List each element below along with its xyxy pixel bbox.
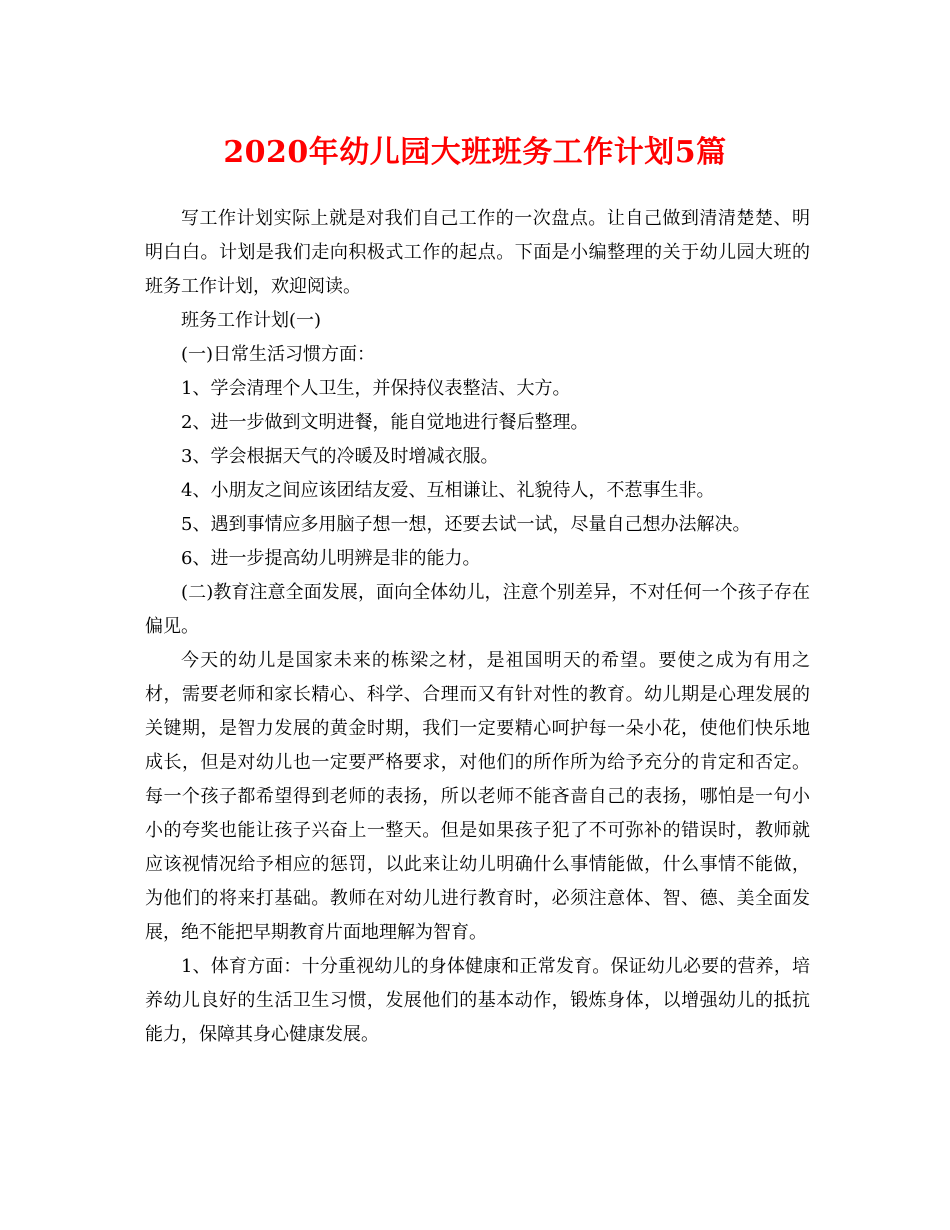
- list-item: 3、学会根据天气的冷暖及时增减衣服。: [181, 446, 499, 467]
- section-heading-plan-one: 班务工作计划(一): [181, 310, 322, 331]
- list-item: 6、进一步提高幼儿明辨是非的能力。: [181, 548, 481, 569]
- body-paragraph: 今天的幼儿是国家未来的栋梁之材，是祖国明天的希望。要使之成为有用之材，需要老师和家长精心、科学、合理而又有针对性的教育。幼儿期是心理发展的关键期，是智力发展的黄金时期，我们一定要精心呵护每一朵小花，使他们快乐地成长，但是对幼儿也一定要严格要求，对他们的所作所为给予充分的肯定和否定。每一个孩子都希望得到老师的表扬，所以老师不能吝啬自己的表扬，哪怕是一句小小的夸奖也能让孩子兴奋上一整天。但是如果孩子犯了不可弥补的错误时，教师就应该视情况给予相应的惩罚，以此来让幼儿明确什么事情能做，什么事情不能做，为他们的将来打基础。教师在对幼儿进行教育时，必须注意体、智、德、美全面发展，绝不能把早期教育片面地理解为智育。: [145, 650, 810, 943]
- intro-paragraph: 写工作计划实际上就是对我们自己工作的一次盘点。让自己做到清清楚楚、明明白白。计划是我们走向积极式工作的起点。下面是小编整理的关于幼儿园大班的班务工作计划，欢迎阅读。: [145, 208, 810, 297]
- subheading-daily-habits: (一)日常生活习惯方面：: [181, 344, 376, 365]
- list-item: 4、小朋友之间应该团结友爱、互相谦让、礼貌待人，不惹事生非。: [181, 480, 715, 501]
- list-item: 5、遇到事情应多用脑子想一想，还要去试一试，尽量自己想办法解决。: [181, 514, 751, 535]
- document-title: 2020年幼儿园大班班务工作计划5篇: [223, 135, 727, 170]
- document-body: [145, 202, 810, 1052]
- list-item: 2、进一步做到文明进餐，能自觉地进行餐后整理。: [181, 412, 589, 433]
- subheading-education: (二)教育注意全面发展，面向全体幼儿，注意个别差异，不对任何一个孩子存在偏见。: [145, 582, 810, 637]
- body-paragraph: 1、体育方面：十分重视幼儿的身体健康和正常发育。保证幼儿必要的营养，培养幼儿良好的生活卫生习惯，发展他们的基本动作，锻炼身体，以增强幼儿的抵抗能力，保障其身心健康发展。: [145, 956, 810, 1045]
- list-item: 1、学会清理个人卫生，并保持仪表整洁、大方。: [181, 378, 571, 399]
